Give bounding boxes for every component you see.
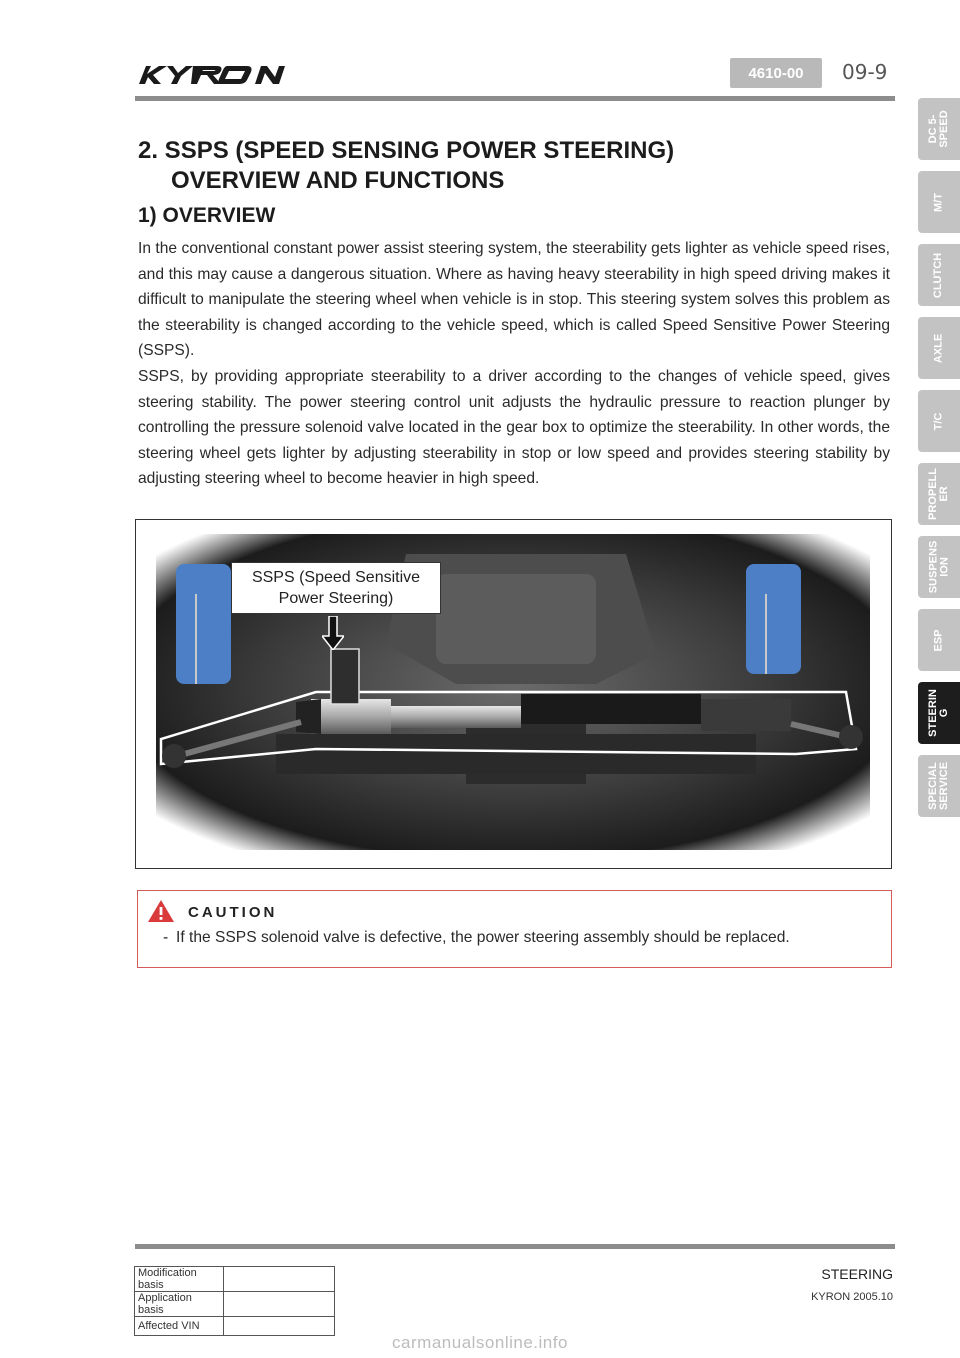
side-tab-label: PROPELL ER <box>927 468 951 520</box>
page-number: 09-9 <box>842 60 888 84</box>
side-tab-label: SUSPENS ION <box>927 540 951 594</box>
section-title-line1: 2. SSPS (SPEED SENSING POWER STEERING) <box>138 137 675 164</box>
kyron-logo <box>137 60 287 90</box>
footer-section-name: STEERING <box>821 1266 893 1282</box>
section-title <box>138 136 674 196</box>
overview-paragraph-2: SSPS, by providing appropriate steerability to a driver according to the changes of vehicle speed, gives steering stability. The power steering control unit adjusts the hydraulic pressure to reaction plunger by controlling the pressure solenoid valve located in the gear box to optimize the steerability. In other words, the steering wheel gets lighter by adjusting steerability in stop or low speed and provides steering stability by adjusting steering wheel to become heavier in high speed. <box>138 367 890 488</box>
side-tab-clutch[interactable] <box>918 244 960 306</box>
side-tab-esp[interactable] <box>918 609 960 671</box>
side-tab-label: DC 5- SPEED <box>927 110 950 148</box>
side-tab-suspension[interactable] <box>918 536 960 598</box>
header-divider <box>135 96 895 101</box>
down-arrow-icon <box>322 616 344 650</box>
side-tab-label: STEERIN G <box>927 689 950 737</box>
side-tab-label: M/T <box>932 192 945 212</box>
callout-line-1: SSPS (Speed Sensitive <box>251 569 421 586</box>
side-tab-axle[interactable] <box>918 317 960 379</box>
section-code-badge: 4610-00 <box>730 58 822 88</box>
table-cell-label: Application basis <box>135 1292 224 1317</box>
table-cell-value <box>224 1267 335 1292</box>
callout-line-2: Power Steering) <box>278 590 394 607</box>
side-tab-mt[interactable] <box>918 171 960 233</box>
table-cell-label: Affected VIN <box>135 1317 224 1336</box>
side-tab-label: T/C <box>932 412 945 430</box>
side-tab-tc[interactable] <box>918 390 960 452</box>
caution-box <box>137 890 892 968</box>
side-tab-dc5-speed[interactable] <box>918 98 960 160</box>
side-tab-label: ESP <box>932 629 945 652</box>
table-cell-label: Modification basis <box>135 1267 224 1292</box>
ssps-callout-label <box>231 562 441 614</box>
overview-paragraph-1: In the conventional constant power assist steering system, the steerability gets lighter as vehicle speed rises, and this may cause a dangerous situation. Where as having heavy steerability in high speed driving makes it difficult to manipulate the steering wheel when vehicle is in stop. This steering system solves this problem as the steerability is changed according to the vehicle speed, which is called Speed Sensitive Power Steering (SSPS). <box>138 240 890 360</box>
caution-title: CAUTION <box>188 904 278 921</box>
side-tab-label: AXLE <box>932 333 945 363</box>
caution-bullet: - <box>163 929 169 946</box>
footer-edition: KYRON 2005.10 <box>811 1291 893 1303</box>
section-title-line2: OVERVIEW AND FUNCTIONS <box>171 167 505 194</box>
watermark: carmanualsonline.info <box>392 1333 568 1352</box>
warning-icon <box>147 899 175 923</box>
side-tab-special-service[interactable] <box>918 755 960 817</box>
figure-frame <box>135 519 892 869</box>
side-tab-label: CLUTCH <box>932 252 945 298</box>
footer-divider <box>135 1244 895 1249</box>
table-row <box>135 1267 335 1292</box>
side-tab-label: SPECIAL SERVICE <box>927 761 950 811</box>
side-tab-steering[interactable] <box>918 682 960 744</box>
revision-table <box>134 1266 335 1336</box>
overview-text <box>138 236 890 492</box>
table-cell-value <box>224 1292 335 1317</box>
table-row <box>135 1292 335 1317</box>
caution-text: If the SSPS solenoid valve is defective, the power steering assembly should be replaced. <box>176 929 790 946</box>
subsection-title: 1) OVERVIEW <box>138 204 276 227</box>
side-tab-propeller[interactable] <box>918 463 960 525</box>
